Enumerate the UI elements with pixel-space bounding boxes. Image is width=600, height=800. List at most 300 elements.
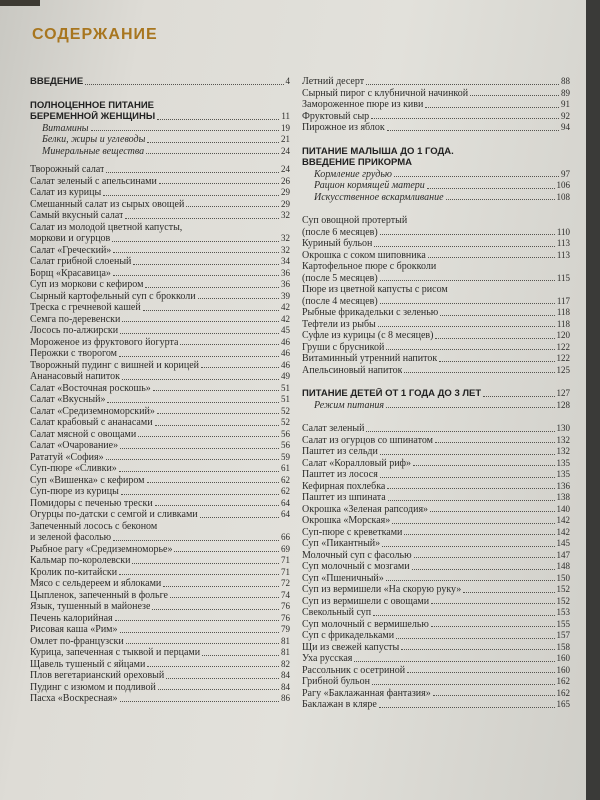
toc-entry — [302, 699, 570, 711]
toc-entry-title: Суп-пюре из курицы — [30, 486, 119, 497]
toc-page-number: 158 — [556, 641, 570, 652]
toc-page-number: 145 — [556, 538, 570, 548]
toc-page-number: 117 — [556, 295, 570, 306]
toc-section-heading — [302, 388, 570, 400]
toc-entry-title: Уха русская — [302, 653, 353, 664]
toc-entry — [30, 245, 290, 257]
toc-entry-title: Рыбное рагу «Средиземноморье» — [30, 543, 173, 555]
toc-entry — [302, 330, 570, 342]
toc-entry-title: Рисовая каша «Рим» — [30, 624, 118, 635]
toc-entry — [302, 296, 570, 308]
toc-dot-leader — [159, 183, 279, 184]
toc-page-number: 140 — [556, 503, 570, 514]
toc-page-number: 51 — [281, 382, 290, 393]
toc-page-number: 32 — [281, 210, 290, 220]
toc-entry — [30, 268, 290, 280]
toc-entry — [302, 469, 570, 481]
toc-entry — [30, 463, 290, 475]
toc-entry-title: Пасха «Воскресная» — [30, 693, 118, 704]
toc-dot-leader — [427, 188, 555, 189]
toc-entry-title: Куриный бульон — [302, 238, 373, 249]
toc-entry — [30, 452, 290, 464]
toc-page-number: 150 — [556, 572, 570, 583]
toc-page-number: 21 — [281, 134, 290, 144]
toc-dot-leader — [401, 649, 554, 650]
toc-dot-leader — [378, 326, 555, 327]
toc-page-number: 147 — [556, 549, 570, 560]
toc-entry — [30, 601, 290, 613]
toc-entry — [30, 521, 290, 533]
toc-entry-title: Творожный пудинг с вишней и корицей — [30, 359, 200, 371]
toc-dot-leader — [380, 454, 555, 455]
toc-page-number: 122 — [556, 353, 570, 363]
toc-entry — [30, 233, 290, 245]
toc-entry — [30, 636, 290, 648]
toc-dot-leader — [145, 287, 279, 288]
toc-page-number: 155 — [556, 618, 570, 629]
toc-entry-title: Витамины — [42, 122, 89, 134]
toc-dot-leader — [392, 523, 554, 524]
toc-page-number: 89 — [561, 87, 570, 98]
toc-entry-title: Салат «Греческий» — [30, 244, 112, 256]
toc-dot-leader — [404, 534, 554, 535]
toc-page-number: 66 — [281, 532, 290, 542]
toc-entry-title: Огурцы по-датски с семгой и сливками — [30, 509, 198, 520]
toc-entry-title: Молочный суп с фасолью — [302, 549, 412, 561]
toc-page-number: 160 — [556, 653, 570, 663]
toc-entry-title: Картофельное пюре с брокколи — [302, 261, 437, 272]
toc-page-number: 46 — [281, 336, 290, 347]
toc-entry — [302, 515, 570, 527]
toc-entry — [30, 406, 290, 418]
toc-entry-title: Кормление грудью — [314, 168, 392, 180]
toc-dot-leader — [431, 626, 555, 627]
toc-dot-leader — [200, 517, 279, 518]
toc-entry — [30, 291, 290, 303]
toc-entry — [30, 475, 290, 487]
toc-page-number: 110 — [556, 226, 570, 237]
toc-entry-title: Рагу «Баклажанная фантазия» — [302, 687, 431, 699]
toc-subentry — [302, 192, 570, 204]
toc-entry-title: и зеленой фасолью — [30, 532, 112, 543]
toc-entry — [30, 199, 290, 211]
toc-entry — [30, 314, 290, 326]
toc-dot-leader — [126, 643, 279, 644]
toc-entry-title: моркови и огурцов — [30, 233, 111, 244]
toc-entry — [30, 256, 290, 268]
toc-entry-title: Паштет из сельди — [302, 446, 378, 457]
toc-dot-leader — [113, 252, 279, 253]
toc-entry — [30, 624, 290, 636]
toc-entry — [30, 187, 290, 199]
toc-dot-leader — [371, 118, 559, 119]
toc-section-heading — [302, 157, 570, 169]
toc-page-number: 113 — [556, 249, 570, 260]
toc-dot-leader — [119, 574, 279, 575]
toc-entry — [302, 642, 570, 654]
toc-entry-title: Салат зеленый — [302, 423, 365, 434]
toc-entry-title: Суп молочный с вермишелью — [302, 618, 429, 630]
toc-dot-leader — [446, 199, 555, 200]
toc-page-number: 135 — [556, 457, 570, 468]
toc-page-number: 11 — [281, 111, 290, 121]
toc-page-number: 29 — [281, 198, 290, 209]
toc-dot-leader — [147, 482, 279, 483]
toc-dot-leader — [133, 264, 279, 265]
toc-dot-leader — [372, 684, 555, 685]
toc-entry — [30, 325, 290, 337]
toc-entry — [302, 423, 570, 435]
toc-entry-title: Творожный салат — [30, 164, 105, 175]
toc-page-number: 19 — [281, 122, 290, 133]
toc-dot-leader — [201, 367, 279, 368]
toc-entry — [30, 659, 290, 671]
toc-spacer — [302, 376, 570, 388]
toc-dot-leader — [155, 505, 279, 506]
toc-entry-title: Рассольник с осетриной — [302, 664, 406, 676]
toc-entry-title: (после 6 месяцев) — [302, 226, 378, 238]
toc-subentry — [30, 146, 290, 158]
toc-entry — [30, 682, 290, 694]
toc-dot-leader — [366, 84, 559, 85]
toc-entry-title: Рацион кормящей матери — [314, 180, 425, 191]
toc-entry-title: Салат из огурцов со шпинатом — [302, 434, 433, 446]
toc-entry — [302, 504, 570, 516]
toc-entry-title: Летний десерт — [302, 76, 365, 87]
toc-dot-leader — [380, 477, 555, 478]
toc-entry — [302, 99, 570, 111]
toc-dot-leader — [435, 338, 554, 339]
toc-entry-title: Борщ «Красавица» — [30, 267, 111, 279]
toc-entry — [30, 567, 290, 579]
toc-page-number: 24 — [281, 164, 290, 174]
toc-dot-leader — [120, 632, 279, 633]
toc-entry — [302, 435, 570, 447]
toc-page-number: 152 — [556, 584, 570, 594]
toc-page-number: 74 — [281, 589, 290, 600]
toc-dot-leader — [463, 592, 554, 593]
toc-entry — [30, 590, 290, 602]
toc-dot-leader — [382, 546, 554, 547]
toc-dot-leader — [386, 580, 555, 581]
toc-entry-title: Кефирная похлебка — [302, 480, 386, 492]
toc-entry — [302, 250, 570, 262]
toc-entry-title: Салат крабовый с ананасами — [30, 417, 153, 428]
toc-entry — [302, 238, 570, 250]
toc-dot-leader — [433, 695, 555, 696]
toc-entry-title: Семга по-деревенски — [30, 313, 121, 325]
toc-entry-title: Мясо с сельдереем и яблоками — [30, 578, 162, 589]
toc-spacer — [302, 203, 570, 215]
toc-dot-leader — [122, 321, 279, 322]
toc-page-number: 118 — [556, 307, 570, 317]
toc-dot-leader — [366, 431, 554, 432]
toc-page-number: 76 — [281, 612, 290, 623]
toc-dot-leader — [120, 333, 279, 334]
toc-entry-title: Режим питания — [314, 399, 385, 411]
toc-page-number: 56 — [281, 428, 290, 439]
toc-dot-leader — [115, 620, 279, 621]
toc-page-number: 162 — [556, 676, 570, 686]
toc-dot-leader — [483, 396, 554, 397]
toc-entry-title: Кальмар по-королевски — [30, 555, 131, 566]
toc-page-number: 59 — [281, 451, 290, 462]
toc-dot-leader — [91, 130, 279, 131]
toc-entry-title: Смешанный салат из сырых овощей — [30, 198, 185, 210]
toc-section-heading — [30, 111, 290, 123]
toc-page-number: 61 — [281, 463, 290, 473]
toc-page-number: 86 — [281, 693, 290, 703]
toc-entry-title: Плов вегетарианский ореховый — [30, 670, 165, 681]
toc-entry — [30, 578, 290, 590]
toc-entry-title: Щи из свежей капусты — [302, 641, 400, 653]
toc-entry-title: Язык, тушенный в майонезе — [30, 601, 151, 612]
toc-entry-title: Треска с гречневой кашей — [30, 302, 141, 313]
toc-page-number: 152 — [556, 595, 570, 606]
toc-subentry — [302, 180, 570, 192]
toc-entry — [30, 371, 290, 383]
toc-dot-leader — [380, 234, 555, 235]
toc-page-number: 62 — [281, 474, 290, 485]
toc-entry-title: Салат «Коралловый риф» — [302, 457, 412, 469]
toc-page-number: 132 — [556, 434, 570, 445]
toc-dot-leader — [106, 459, 279, 460]
toc-dot-leader — [106, 172, 279, 173]
toc-entry — [30, 348, 290, 360]
toc-page-number: 62 — [281, 486, 290, 496]
toc-entry-title: Суп из вермишели с овощами — [302, 595, 430, 607]
toc-entry-title: Искусственное вскармливание — [314, 191, 444, 203]
toc-entry-title: Баклажан в кляре — [302, 699, 377, 710]
toc-entry — [30, 532, 290, 544]
toc-entry-title: Салат грибной слоеный — [30, 256, 132, 267]
toc-page-number: 84 — [281, 670, 290, 680]
toc-entry — [302, 365, 570, 377]
toc-entry-title: Окрошка «Зеленая рапсодия» — [302, 503, 429, 515]
toc-entry-title: Груши с брусникой — [302, 341, 385, 353]
toc-dot-leader — [180, 344, 279, 345]
toc-dot-leader — [157, 119, 279, 120]
toc-dot-leader — [152, 609, 279, 610]
toc-entry-title: Помидоры с печенью трески — [30, 497, 153, 509]
toc-entry — [302, 688, 570, 700]
toc-dot-leader — [186, 206, 279, 207]
toc-entry-title: Минеральные вещества — [42, 145, 145, 157]
toc-entry-title: БЕРЕМЕННОЙ ЖЕНЩИНЫ — [30, 111, 156, 122]
toc-page-number: 142 — [556, 526, 570, 537]
toc-page-number: 71 — [281, 555, 290, 565]
toc-page-number: 82 — [281, 658, 290, 669]
toc-dot-leader — [387, 488, 554, 489]
toc-dot-leader — [113, 540, 279, 541]
toc-entry-title: (после 5 месяцев) — [302, 272, 378, 284]
toc-entry-title: Окрошка с соком шиповника — [302, 249, 426, 261]
toc-entry — [302, 538, 570, 550]
toc-entry — [302, 481, 570, 493]
toc-entry — [30, 693, 290, 705]
toc-dot-leader — [132, 563, 279, 564]
toc-entry-title: Пюре из цветной капусты с рисом — [302, 284, 448, 295]
toc-entry — [302, 215, 570, 227]
toc-entry-title: Салат из молодой цветной капусты, — [30, 221, 183, 233]
toc-dot-leader — [143, 310, 279, 311]
toc-entry-title: Рыбные фрикадельки с зеленью — [302, 307, 439, 318]
toc-dot-leader — [374, 246, 554, 247]
toc-entry — [302, 88, 570, 100]
toc-entry-title: Фруктовый сыр — [302, 110, 370, 122]
toc-page-number: 88 — [561, 76, 570, 86]
toc-entry-title: ПИТАНИЕ МАЛЫША ДО 1 ГОДА. — [302, 145, 454, 157]
toc-page-number: 118 — [556, 318, 570, 329]
toc-dot-leader — [373, 615, 554, 616]
toc-dot-leader — [428, 257, 555, 258]
toc-page-number: 71 — [281, 566, 290, 577]
toc-dot-leader — [430, 511, 554, 512]
toc-entry-title: ВВЕДЕНИЕ — [30, 76, 84, 87]
toc-page-number: 113 — [556, 238, 570, 248]
toc-page-number: 46 — [281, 359, 290, 370]
toc-entry — [30, 394, 290, 406]
toc-subentry — [302, 169, 570, 181]
toc-page-number: 76 — [281, 601, 290, 611]
toc-entry-title: Суп-пюре «Сливки» — [30, 463, 117, 474]
toc-entry — [302, 227, 570, 239]
toc-dot-leader — [412, 569, 555, 570]
toc-page-number: 39 — [281, 290, 290, 301]
toc-entry-title: Пирожное из яблок — [302, 122, 385, 133]
toc-dot-leader — [380, 280, 555, 281]
toc-entry-title: Свекольный суп — [302, 607, 372, 618]
toc-dot-leader — [122, 379, 279, 380]
toc-subentry — [30, 123, 290, 135]
toc-entry-title: Витаминный утренний напиток — [302, 353, 438, 364]
toc-dot-leader — [431, 603, 554, 604]
toc-entry — [30, 360, 290, 372]
toc-entry-title: Салат зеленый с апельсинами — [30, 175, 157, 187]
toc-entry-title: Кролик по-китайски — [30, 566, 118, 578]
toc-page-number: 69 — [281, 543, 290, 554]
toc-page-number: 45 — [281, 325, 290, 335]
toc-page-number: 127 — [556, 388, 570, 398]
toc-spacer — [30, 157, 290, 164]
toc-entry-title: Салат «Вкусный» — [30, 394, 106, 405]
toc-page-number: 64 — [281, 509, 290, 519]
page-title: СОДЕРЖАНИЕ — [32, 26, 158, 43]
toc-page-number: 125 — [556, 364, 570, 375]
toc-page-number: 132 — [556, 446, 570, 456]
toc-page-number: 106 — [556, 180, 570, 190]
toc-entry-title: Салат из курицы — [30, 187, 102, 198]
toc-entry — [30, 498, 290, 510]
toc-page-number: 136 — [556, 480, 570, 491]
toc-entry — [30, 440, 290, 452]
toc-section-heading — [30, 100, 290, 112]
toc-dot-leader — [103, 195, 279, 196]
toc-spacer — [302, 411, 570, 423]
toc-dot-leader — [112, 241, 279, 242]
toc-entry — [302, 619, 570, 631]
toc-entry — [302, 596, 570, 608]
toc-dot-leader — [120, 701, 279, 702]
toc-entry-title: Грибной бульон — [302, 676, 370, 687]
toc-page-number: 84 — [281, 681, 290, 692]
toc-entry-title: Салат «Восточная роскошь» — [30, 382, 151, 394]
toc-dot-leader — [125, 218, 279, 219]
toc-dot-leader — [407, 672, 554, 673]
toc-page-number: 135 — [556, 469, 570, 479]
toc-page-number: 153 — [556, 607, 570, 617]
toc-page-number: 162 — [556, 687, 570, 698]
toc-entry-title: Окрошка «Морская» — [302, 515, 391, 526]
toc-dot-leader — [170, 597, 279, 598]
toc-entry-title: Курица, запеченная с тыквой и перцами — [30, 647, 201, 658]
toc-page-number: 34 — [281, 256, 290, 266]
toc-entry — [302, 76, 570, 88]
toc-page-number: 52 — [281, 405, 290, 416]
toc-entry-title: Паштет из лосося — [302, 469, 378, 480]
toc-entry-title: Суп из вермишели «На скорую руку» — [302, 584, 462, 595]
toc-page-number: 42 — [281, 302, 290, 312]
toc-entry-title: Печень калорийная — [30, 612, 113, 624]
toc-page-number: 36 — [281, 267, 290, 278]
toc-entry — [30, 429, 290, 441]
toc-dot-leader — [425, 107, 559, 108]
toc-dot-leader — [85, 84, 283, 85]
toc-page-number: 142 — [556, 515, 570, 525]
toc-entry — [302, 550, 570, 562]
toc-dot-leader — [158, 689, 279, 690]
toc-entry-title: Запеченный лосось с беконом — [30, 520, 158, 532]
toc-entry-title: Замороженное пюре из киви — [302, 99, 424, 110]
toc-page-number: 29 — [281, 187, 290, 197]
toc-page-number: 52 — [281, 417, 290, 427]
toc-entry-title: Суп «Пшеничный» — [302, 572, 384, 584]
toc-entry — [302, 353, 570, 365]
toc-dot-leader — [174, 551, 279, 552]
toc-entry-title: Щавель тушеный с яйцами — [30, 658, 146, 670]
toc-entry — [302, 261, 570, 273]
toc-entry — [302, 122, 570, 134]
toc-dot-leader — [107, 402, 279, 403]
toc-page-number: 42 — [281, 313, 290, 324]
toc-page-number: 128 — [556, 399, 570, 410]
toc-dot-leader — [354, 661, 554, 662]
toc-entry — [30, 176, 290, 188]
toc-dot-leader — [388, 500, 555, 501]
toc-entry — [30, 670, 290, 682]
toc-entry — [302, 653, 570, 665]
toc-page-number: 32 — [281, 233, 290, 243]
toc-spacer — [30, 88, 290, 100]
page-corner-dark — [0, 0, 40, 6]
toc-dot-leader — [147, 666, 279, 667]
toc-dot-leader — [163, 586, 279, 587]
toc-entry — [302, 319, 570, 331]
toc-entry-title: ПИТАНИЕ ДЕТЕЙ ОТ 1 ГОДА ДО 3 ЛЕТ — [302, 388, 482, 399]
toc-entry-title: Суп «Пикантный» — [302, 538, 381, 549]
toc-entry-title: Пудинг с изюмом и подливой — [30, 681, 156, 693]
toc-spacer — [302, 134, 570, 146]
toc-right-column — [302, 76, 570, 711]
toc-page-number: 81 — [281, 635, 290, 646]
toc-entry — [302, 111, 570, 123]
toc-entry-title: Сырный пирог с клубничной начинкой — [302, 87, 469, 99]
toc-dot-leader — [386, 407, 554, 408]
toc-page-number: 26 — [281, 175, 290, 186]
toc-entry — [302, 527, 570, 539]
toc-entry — [30, 222, 290, 234]
toc-entry — [30, 647, 290, 659]
